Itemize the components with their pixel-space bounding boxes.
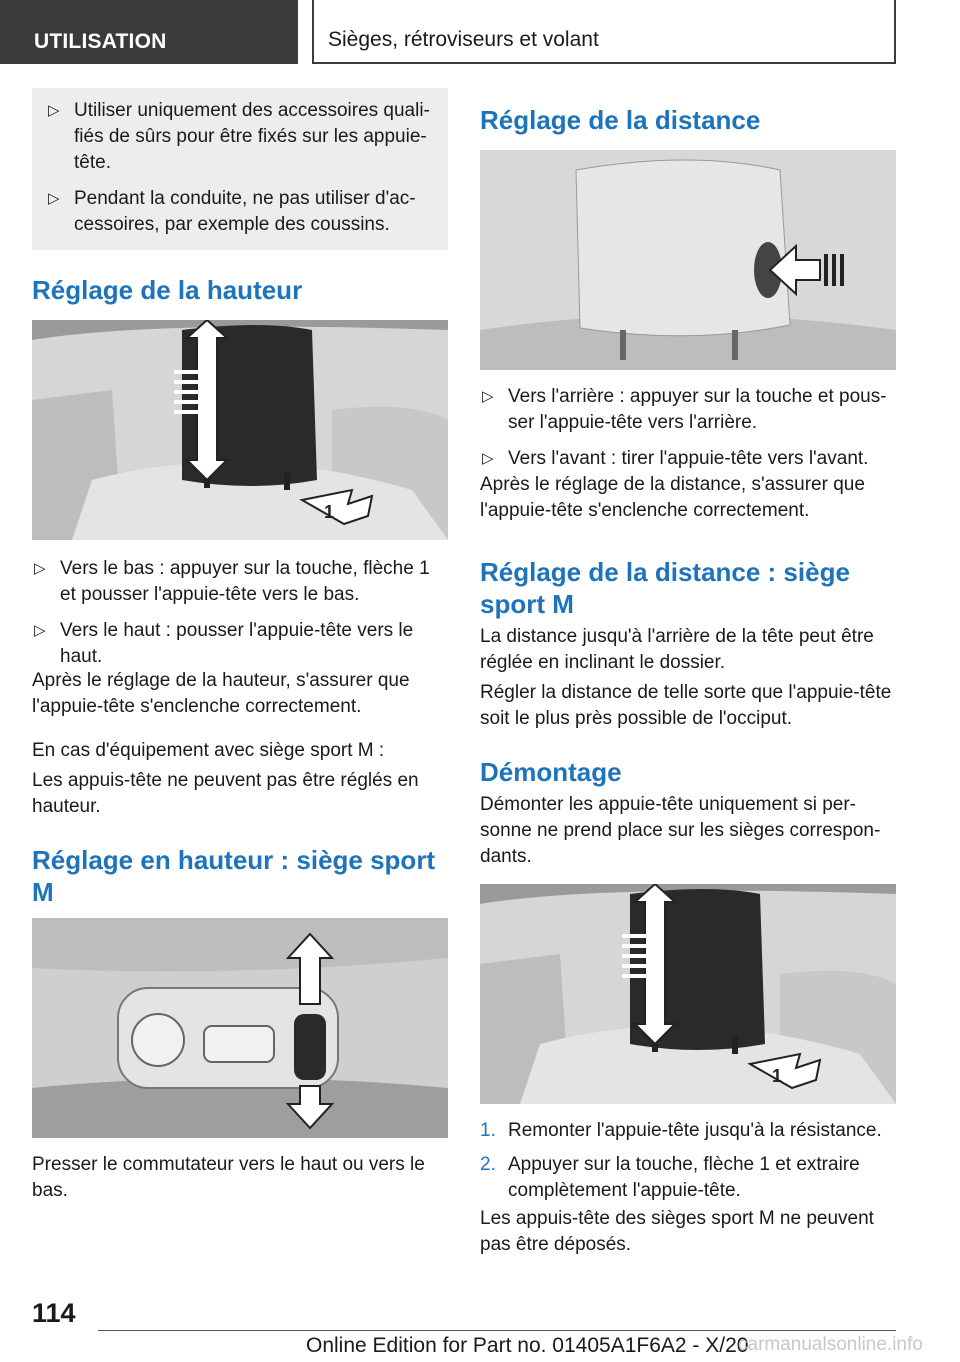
chapter-title: Sièges, rétroviseurs et volant — [328, 28, 599, 51]
page-number: 114 — [32, 1298, 76, 1328]
section-heading-distance: Réglage de la distance — [480, 105, 761, 135]
list-item: ▷ Vers l'avant : tirer l'appuie-tête vers l'avant. — [480, 446, 896, 472]
list-item: ▷ Pendant la conduite, ne pas utiliser d'ac-cessoires, par exemple des coussins. — [48, 188, 416, 235]
paragraph: Les appuis-tête ne peuvent pas être réglés en hauteur. — [32, 770, 419, 817]
paragraph: Après le réglage de la distance, s'assurer que l'appuie-tête s'enclenche correctement. — [480, 474, 865, 521]
triangle-right-outline-icon: ▷ — [482, 450, 494, 467]
footer-divider — [98, 1330, 896, 1331]
list-item: 2. Appuyer sur la touche, flèche 1 et extraire complètement l'appuie-tête. — [480, 1154, 860, 1201]
paragraph: Presser le commutateur vers le haut ou vers le bas. — [32, 1154, 425, 1201]
distance-instructions — [480, 384, 896, 482]
list-item: ▷ Vers le bas : appuyer sur la touche, flèche 1 et pousser l'appuie-tête vers le bas. — [34, 558, 430, 605]
section-heading-sport-height: Réglage en hauteur : siège sport M — [32, 845, 436, 907]
section-heading-height: Réglage de la hauteur — [32, 275, 303, 305]
figure-callout: 1 — [324, 502, 335, 522]
headrest-height-illustration — [32, 320, 448, 540]
height-instructions — [32, 556, 448, 680]
section-heading-removal: Démontage — [480, 757, 622, 787]
paragraph: Les appuis-tête des sièges sport M ne peuvent pas être déposés. — [480, 1208, 874, 1255]
triangle-right-outline-icon: ▷ — [482, 388, 494, 405]
paragraph: En cas d'équipement avec siège sport M : — [32, 740, 385, 761]
paragraph: Après le réglage de la hauteur, s'assurer que l'appuie-tête s'enclenche correctement. — [32, 670, 410, 717]
paragraph: Régler la distance de telle sorte que l'appuie-tête soit le plus près possible de l'occiput. — [480, 682, 892, 729]
triangle-right-outline-icon: ▷ — [34, 622, 46, 639]
edition-footer: Online Edition for Part no. 01405A1F6A2 - X/20 — [306, 1334, 749, 1357]
watermark: carmanualsonline.info — [738, 1334, 923, 1355]
section-heading-distance-sport: Réglage de la distance : siège sport M — [480, 557, 850, 619]
removal-steps — [480, 1118, 896, 1212]
list-item: 1. Remonter l'appuie-tête jusqu'à la résistance. — [480, 1120, 882, 1141]
section-tab — [0, 0, 298, 64]
section-title: UTILISATION — [34, 30, 167, 53]
triangle-right-outline-icon: ▷ — [34, 560, 46, 577]
figure-callout: 1 — [772, 1066, 783, 1086]
chapter-tab — [312, 0, 896, 64]
paragraph: Démonter les appuie-tête uniquement si per-sonne ne prend place sur les sièges correspon-dants. — [480, 794, 881, 867]
paragraph: La distance jusqu'à l'arrière de la tête peut être réglée en inclinant le dossier. — [480, 626, 874, 673]
list-item: ▷ Utiliser uniquement des accessoires quali-fiés de sûrs pour être fixés sur les appuie-tête. — [48, 100, 430, 173]
headrest-removal-illustration — [480, 884, 896, 1104]
list-item: ▷ Vers l'arrière : appuyer sur la touche et pous-ser l'appuie-tête vers l'arrière. — [482, 386, 887, 433]
headrest-distance-illustration — [480, 150, 896, 370]
triangle-right-outline-icon: ▷ — [48, 102, 60, 119]
seat-switch-illustration — [32, 918, 448, 1138]
list-item: ▷ Vers le haut : pousser l'appuie-tête vers le haut. — [34, 620, 414, 667]
triangle-right-outline-icon: ▷ — [48, 190, 60, 207]
warning-box — [32, 88, 448, 250]
